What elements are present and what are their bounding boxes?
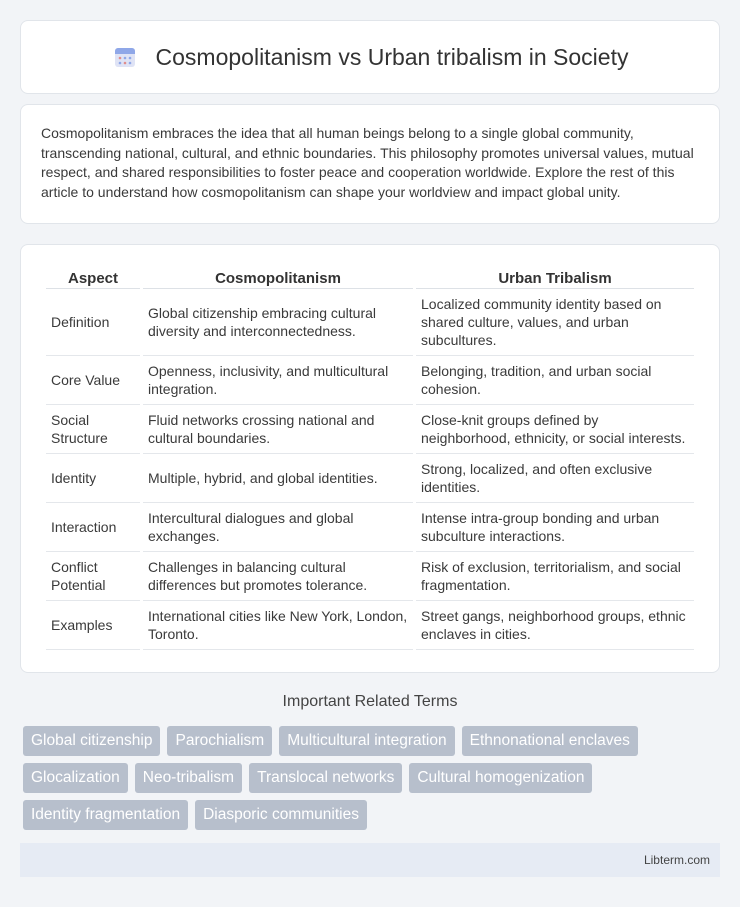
term-tag[interactable]: Cultural homogenization [409,763,592,793]
related-terms-list [23,726,723,830]
column-header-urban-tribalism: Urban Tribalism [416,265,694,289]
column-header-cosmopolitanism: Cosmopolitanism [143,265,413,289]
table-row [46,503,694,552]
row-aspect: Interaction [46,503,140,552]
page-title: Cosmopolitanism vs Urban tribalism in Society [155,43,629,70]
term-tag[interactable]: Ethnonational enclaves [462,726,638,756]
term-tag[interactable]: Multicultural integration [279,726,454,756]
row-urban-tribalism: Strong, localized, and often exclusive identities. [416,454,694,503]
intro-paragraph: Cosmopolitanism embraces the idea that all human beings belong to a single global community, transcending national, cultural, and ethnic boundaries. This philosophy promotes universal values, mutual respect, and shared responsibilities to foster peace and cooperation worldwide. Explore the rest of this article to understand how cosmopolitanism can shape your worldview and impact global unity. [41,125,694,200]
row-cosmopolitanism: Global citizenship embracing cultural diversity and interconnectedness. [143,289,413,356]
term-tag[interactable]: Translocal networks [249,763,402,793]
row-urban-tribalism: Street gangs, neighborhood groups, ethnic enclaves in cities. [416,601,694,650]
row-cosmopolitanism: International cities like New York, London, Toronto. [143,601,413,650]
row-urban-tribalism: Belonging, tradition, and urban social cohesion. [416,356,694,405]
row-aspect: Definition [46,289,140,356]
row-urban-tribalism: Risk of exclusion, territorialism, and social fragmentation. [416,552,694,601]
footer-site-link[interactable]: Libterm.com [643,853,710,867]
table-row [46,552,694,601]
row-cosmopolitanism: Challenges in balancing cultural differences but promotes tolerance. [143,552,413,601]
term-tag[interactable]: Global citizenship [23,726,160,756]
table-row [46,289,694,356]
row-aspect: Core Value [46,356,140,405]
footer [20,843,720,877]
row-aspect: Conflict Potential [46,552,140,601]
term-tag[interactable]: Neo-tribalism [135,763,242,793]
row-urban-tribalism: Localized community identity based on shared culture, values, and urban subcultures. [416,289,694,356]
table-row [46,356,694,405]
row-cosmopolitanism: Openness, inclusivity, and multicultural integration. [143,356,413,405]
intro-card [20,104,720,224]
comparison-table [43,265,697,650]
table-row [46,405,694,454]
row-cosmopolitanism: Intercultural dialogues and global exchanges. [143,503,413,552]
term-tag[interactable]: Identity fragmentation [23,800,188,830]
calendar-icon [112,44,138,70]
row-cosmopolitanism: Multiple, hybrid, and global identities. [143,454,413,503]
comparison-table-card [20,244,720,673]
related-terms-title: Important Related Terms [282,693,458,710]
table-row [46,454,694,503]
column-header-aspect: Aspect [46,265,140,289]
row-aspect: Examples [46,601,140,650]
row-cosmopolitanism: Fluid networks crossing national and cultural boundaries. [143,405,413,454]
row-aspect: Social Structure [46,405,140,454]
term-tag[interactable]: Glocalization [23,763,128,793]
header-card [20,20,720,94]
row-aspect: Identity [46,454,140,503]
table-header-row [46,265,694,289]
term-tag[interactable]: Diasporic communities [195,800,367,830]
table-row [46,601,694,650]
row-urban-tribalism: Intense intra-group bonding and urban subculture interactions. [416,503,694,552]
term-tag[interactable]: Parochialism [167,726,272,756]
header [112,44,629,71]
row-urban-tribalism: Close-knit groups defined by neighborhood, ethnicity, or social interests. [416,405,694,454]
